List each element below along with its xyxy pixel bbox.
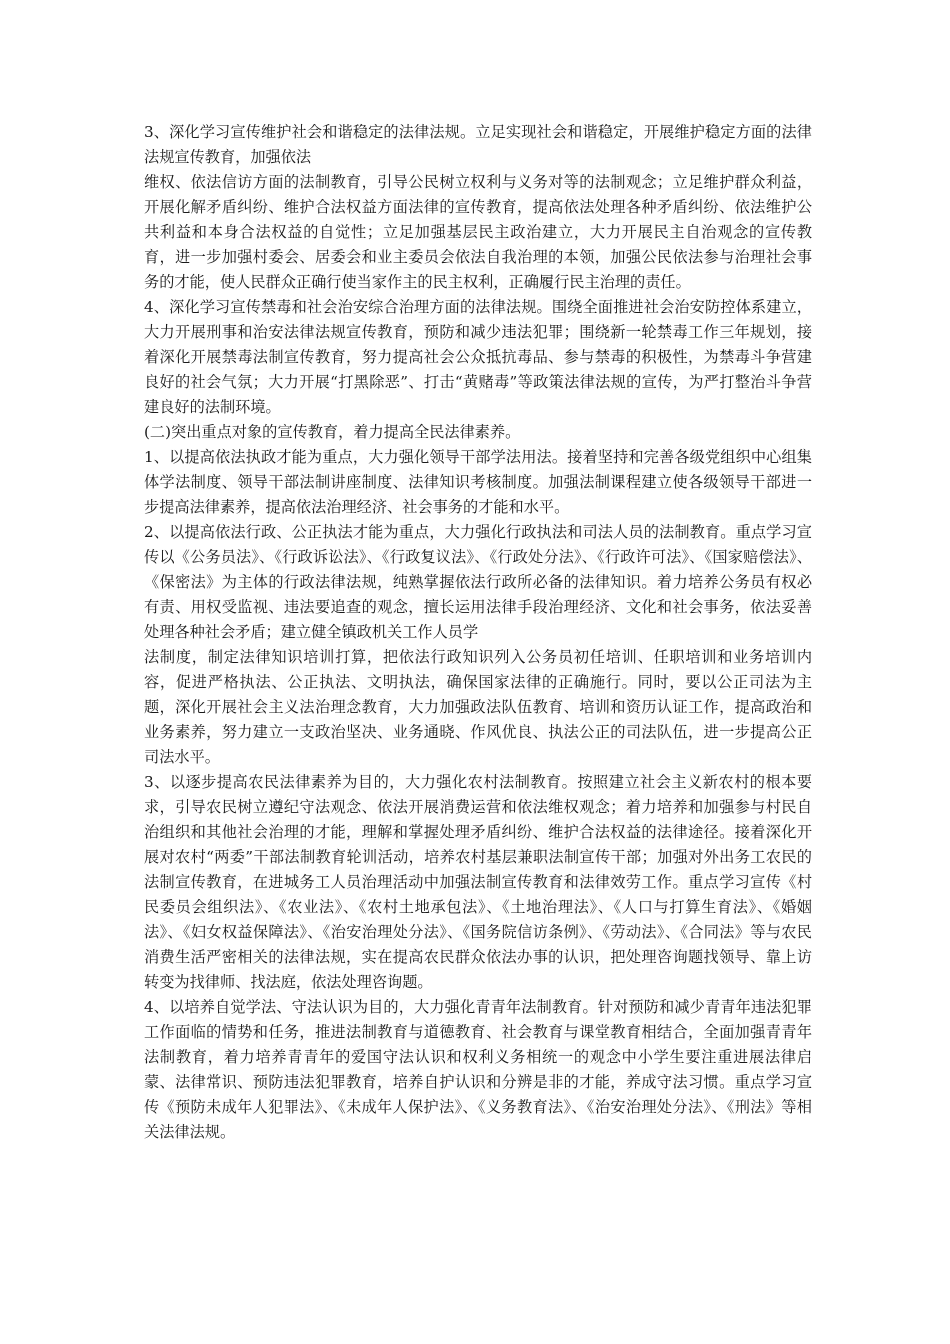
paragraph-rural-legal-education: 3、以逐步提高农民法律素养为目的，大力强化农村法制教育。按照建立社会主义新农村的根本要求，引导农民树立遵纪守法观念、依法开展消费运营和依法维权观念；着力培养和加强参与村民自治组织和其他社会治理的才能，理解和掌握处理矛盾纠纷、维护合法权益的法律途径。接着深化开展对农村“两委”干部法制教育轮训活动，培养农村基层兼职法制宣传干部；加强对外出务工农民的法制宣传教育，在进城务工人员治理活动中加强法制宣传教育和法律效劳工作。重点学习宣传《村民委员会组织法》、《农业法》、《农村土地承包法》、《土地治理法》、《人口与打算生育法》、《婚姻法》、《妇女权益保障法》、《治安治理处分法》、《国务院信访条例》、《劳动法》、《合同法》等与农民消费生活严密相关的法律法规，实在提高农民群众依法办事的认识，把处理咨询题找领导、靠上访转变为找律师、找法庭，依法处理咨询题。 [144, 773, 812, 991]
paragraph-drug-control: 4、深化学习宣传禁毒和社会治安综合治理方面的法律法规。围绕全面推进社会治安防控体系建立，大力开展刑事和治安法律法规宣传教育，预防和减少违法犯罪；围绕新一轮禁毒工作三年规划，接着深化开展禁毒法制宣传教育，努力提高社会公众抵抗毒品、参与禁毒的积极性，为禁毒斗争营建良好的社会气氛；大力开展“打黑除恶”、打击“黄赌毒”等政策法律法规的宣传，为严打整治斗争营建良好的法制环境。 [144, 298, 812, 416]
paragraph-social-stability: 3、深化学习宣传维护社会和谐稳定的法律法规。立足实现社会和谐稳定，开展维护稳定方面的法律法规宣传教育，加强依法 [144, 123, 812, 166]
section-heading-key-targets: (二)突出重点对象的宣传教育，着力提高全民法律素养。 [144, 423, 521, 441]
document-body [144, 120, 812, 1145]
paragraph-youth-legal-education: 4、以培养自觉学法、守法认识为目的，大力强化青青年法制教育。针对预防和减少青青年违法犯罪工作面临的情势和任务，推进法制教育与道德教育、社会教育与课堂教育相结合，全面加强青青年法制教育，着力培养青青年的爱国守法认识和权利义务相统一的观念中小学生要注重进展法律启蒙、法律常识、预防违法犯罪教育，培养自护认识和分辨是非的才能，养成守法习惯。重点学习宣传《预防未成年人犯罪法》、《未成年人保护法》、《义务教育法》、《治安治理处分法》、《刑法》等相关法律法规。 [144, 998, 812, 1141]
paragraph-rights-protection: 维权、依法信访方面的法制教育，引导公民树立权利与义务对等的法制观念；立足维护群众利益，开展化解矛盾纠纷、维护合法权益方面法律的宣传教育，提高依法处理各种矛盾纠纷、依法维护公共利益和本身合法权益的自觉性；立足加强基层民主政治建立，大力开展民主自治观念的宣传教育，进一步加强村委会、居委会和业主委员会依法自我治理的本领，加强公民依法参与治理社会事务的才能，使人民群众正确行使当家作主的民主权利，正确履行民主治理的责任。 [144, 173, 812, 291]
paragraph-administrative-law: 2、以提高依法行政、公正执法才能为重点，大力强化行政执法和司法人员的法制教育。重点学习宣传以《公务员法》、《行政诉讼法》、《行政复议法》、《行政处分法》、《行政许可法》、《国家赔偿法》、《保密法》为主体的行政法律法规，纯熟掌握依法行政所必备的法律知识。着力培养公务员有权必有责、用权受监视、违法要追查的观念，擅长运用法律手段治理经济、文化和社会事务，依法妥善处理各种社会矛盾；建立健全镇政机关工作人员学 [144, 523, 812, 641]
paragraph-judicial-training: 法制度，制定法律知识培训打算，把依法行政知识列入公务员初任培训、任职培训和业务培训内容，促进严格执法、公正执法、文明执法，确保国家法律的正确施行。同时，要以公正司法为主题，深化开展社会主义法治理念教育，大力加强政法队伍教育、培训和资历认证工作，提高政治和业务素养，努力建立一支政治坚决、业务通晓、作风优良、执法公正的司法队伍，进一步提高公正司法水平。 [144, 648, 812, 766]
paragraph-leading-cadres: 1、以提高依法执政才能为重点，大力强化领导干部学法用法。接着坚持和完善各级党组织中心组集体学法制度、领导干部法制讲座制度、法律知识考核制度。加强法制课程建立使各级领导干部进一步提高法律素养，提高依法治理经济、社会事务的才能和水平。 [144, 448, 812, 516]
